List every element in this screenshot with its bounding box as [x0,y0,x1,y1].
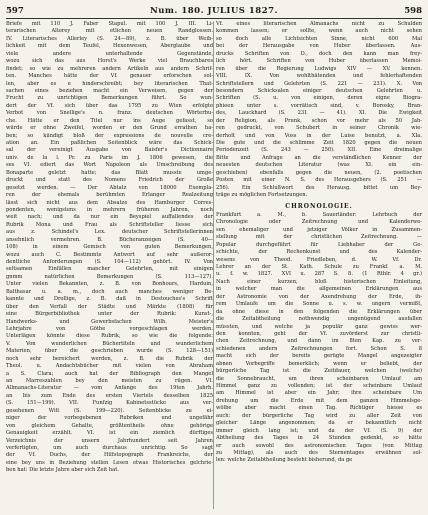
text-line: in welcher man die allgemeinen Erklärungen aus [216,286,422,293]
text-line: VIII. IX. Von wohlthätenden und fehlerhaftenden [216,73,422,80]
text-line: Nach einer kurzen, bloß historischen Einleitung, [216,278,422,285]
text-line: wozu auch C. Bestimmte Antwort auf sehr außeror- [6,251,213,258]
text-line: lich hört. Schriften von Huber überlassen Memoi- [216,58,422,65]
text-line: von gleichem Gehalte, größtentheils ohne gehörige [6,422,213,429]
text-line: Bonaparte geletzt hatte; das Blatt musste umge- [6,169,213,176]
text-line: dentliche Anforderungen (S. 104—112) gehört. IV. Von [6,259,213,265]
text-line: die Sonnebraucht, um ihren scheinbaren Umlauf am [216,375,422,382]
page-header [6,4,422,17]
text-line: wesens von Theod. Friedleben, d. W. Vf. Dr. [216,256,422,263]
text-line: verfertigten, um auch durchaus unrichtig. So sagt [6,444,213,451]
text-line: Popular durchgeführt für Liebhaber der Ge- [216,241,422,248]
text-line: drucks Schriften von D., doch den kann man frey- [216,50,422,57]
text-line: viele andere unterhaltende Gegenstände, [6,50,213,57]
text-line: Materien, über die geschrieben wurde (S. 128—151) [6,348,213,355]
page-number-left: 597 [6,5,24,16]
text-line: kommen lassen; er sollte, wenn auch nicht sehen [216,28,422,35]
column-divider [213,21,214,509]
text-line: er auch sowohl des astronomischen Tages (von Mittag [216,442,422,449]
text-line: besondern Schicksalen einiger deutschen Gelehrten u. [216,87,422,94]
page-number-right: 598 [404,5,422,16]
text-line: pondenten, wenigstens in mehrern früheren Jahren, noch [6,206,213,213]
text-line: bei der Herausgabe von Huber überlassen. Aus- [216,43,422,50]
text-line: stellung mit der christlichen Zeitrechnung. — [216,234,422,241]
text-line: druckt und statt des Nomens Friedrich der Große [6,177,213,184]
text-line: len: welche Zeitabtheilung besteht bisherund, da ge [216,457,353,464]
text-line: dert der Vf. sich über das 1795 zu Wien erfolgte [6,102,213,109]
text-line: Genauigkeit erzählt. VI. ist ein ziemlich dürftiges [6,430,213,437]
text-line: ben; so kündigt bloß der expressions de nouvelle cre- [6,132,213,139]
text-line: lässt sich nicht aus dem Absatze des Hamburger Corres- [6,199,213,206]
text-line: Periodenzeit (S. 243 — 250). XII. Eine dreimalige [216,147,422,154]
text-line: IV. Literarisches Allerley (S. 24—89), z. B. über Weib- [6,35,213,42]
text-line: 108) in einem Gemisch von guten Bemerkungen, [6,244,213,251]
text-line: Verbot von Snellige's n. franz. deutschen Wörterbu- [6,110,213,117]
text-line: gleicher Länge angenommen; da er bekanntlich nicht [216,420,422,427]
text-line: gesetzt werden. — Der Abtatz von 18000 Exempla- [6,184,213,191]
text-line: lichkeit mit dem Teufel, Hexenwesen, Aberglaube und [6,43,213,50]
text-line: Schriften (S. u. von einigen, deren eigne Biogra- [216,95,422,102]
text-line: eine bey uns in Beziehung stellen Lesen etwas Historisches gelchrie- [6,459,213,466]
text-line: findet; so wie zu mehreren andern Artikeln aus andern Schrif- [6,65,213,72]
text-line: Rubrik Mona und Frau als Schriftsteller liesse sich [6,221,213,228]
text-line: noch sehr bereichert werden, z. B. die Rubrik der [6,355,213,362]
text-line: sachen eines beziehen macht ein Verweisen, gegen der [6,87,213,94]
text-line: der Vf. Duchs, der Hilfstopograph Frankreichs, der [6,452,213,459]
text-line: wölbe aber macht einen Tag. Richtiger hiesse es [216,405,422,412]
text-line: Frankfurt a. M., b. Sauerländer: Lehrbuch der [216,211,422,218]
text-line: den konnten, geht der Vf. zuvörderst zur christli- [216,330,422,337]
text-line: da ohne diese in den folgenden die Erklärungen über [216,308,422,315]
text-line: schichte, der Rechenkunst und des Kalender- [216,249,422,256]
text-line: kannte und Drollige, z. B. daß in Destouches's Schrift [6,296,213,303]
text-line: Theol. u. Andachtsbücher mit vielen von Abraham [6,363,213,370]
text-line: Himmel ganz zu vollenden; ist der scheinbare Umlauf [216,383,422,389]
text-line: gnmm natürlichen Bemerkungen (S. 113—127). [6,273,213,280]
text-line: derholt und von Voss in der Luise benutzt, a. XIa. [216,132,422,139]
text-line: ation an. Ein paßlichen Seitenblick wäre das Schick- [6,140,213,146]
text-line: Schriftstellern und Gelehrten (S. 221 — 231). X. Von [216,80,422,87]
text-line: der Religion, als Prunk, schon vor mehr als 50 Jah- [216,117,422,124]
text-line: u. f. w. 1827. XVI u. 287 S. 8. (1 Rthlr. 4 gr.) [216,271,422,278]
text-line: Posten mit einer N. S. des Herausgebers (S. 251 — [216,177,422,184]
text-line: Die gute und die schlimme Zeit 1820 gegen die neuen [216,140,422,146]
text-line: gesehenen Wilt (S. 199—220). Seitenblicke zu ei- [6,407,213,414]
text-line: der Astronomie von der Axendrehung der Erde, ih- [216,293,422,300]
text-line: die Zeitabtheilung nothwendig ungenügend ausfallen [216,316,422,323]
text-line: sal der vereinigt Ausgabe von Baisfer's Dictionnaire [6,147,213,154]
text-line: würde er ohne Zweifel, worden er den Grund errathen ha- [6,125,213,132]
text-line: des, Lauckhard (S. 231 — 41). XI. Die Ewigkeit [216,110,422,117]
text-line: Allmanachs-Literatur — vom Anfange des 19ten Jahrh. [6,385,213,392]
text-line: ben hat: Die letzte Jahre aber sich Zeit hat. [6,467,119,474]
text-line: so doch alle Lichtsichten Sinne, nicht 600 Mal [216,35,422,42]
text-line: Chronologie oder Zeitrechnung und Kalenderwe- [216,219,422,226]
text-line: ansehnlich vermehren. B. Bücheranzeigen (S. 40— [6,236,213,243]
text-line: Balthasar u. a. m., doch auch manches weniger Be- [6,288,213,295]
text-line: geschieben) ebenfalls gegen die neuen, (2. poetischen [216,169,422,176]
text-line: terarischen Alterey mit etlichen neuen Randglossen. [6,28,213,35]
text-line: Abtheilung des Tages in 24 Stunden gedenkt, so hätte [216,435,422,442]
text-line: phieen unter s. vorrätisch sind, v. Borosky, Bran- [216,102,422,109]
text-line: Handwerks- und Gewerbsfachen Wilh. Meister's [6,318,213,325]
text-line: an Marreszahlen bey den meisten zu rügen. VI. [6,378,213,384]
section-heading: CHRONOLOGIE. [285,202,353,210]
text-line: weit nach; und da nur ein Beyspiel auffallendes der [6,214,213,221]
text-line: ren über die Regierung Ludwigs XIV — XV. kennen. [216,65,422,72]
text-line: niger der vorbegebenen Rubriken und ungefähr [6,415,213,422]
text-line: che. Hätte er den Titel nur ins Auge gefasst, so [6,117,213,124]
text-line: ten. Manches hätte der Vf. genauer erforschen sol- [6,73,213,80]
text-line: Lehrjahre von Göthe vorgeschlagen werden. [6,325,213,332]
text-line: müssten, und welche ja populär ganz gewiss wer- [216,323,422,330]
issue-title: Num. 180. JULIUS 1827. [149,5,279,16]
left-column [6,21,213,511]
text-line: sen ehemaliger und jetziger Völker in Zusammen- [216,226,422,233]
text-line: Lehrer an der St. Kath. Schule zu Frankf. a. M. [216,264,422,270]
text-line: eine Bürgerbibliothek unter der Rubrik: Kunst-, [6,311,213,318]
text-line: 256). Ein Schlußwort des Herausg. bittet um Bey- [216,184,422,191]
text-line: Unter vielen Bekannten, z. B. von Bonhours, Harduin, [6,281,213,288]
text-line: schiedenen andern Zeitrechnungen fort. Schon S. 8 [216,345,422,352]
text-line: macht sich der bereits gerügte Mangel angezeigter [216,353,422,360]
text-line: ren der ehemals berühmten Erlanger Realzeitung [6,192,213,199]
text-line: träge zu möglichen Fortsetzungen. [216,192,308,199]
text-line: ren gedruckt, von Schubert in seiner Chronik wie- [216,125,422,132]
text-line: wozu sich das aus Horst's Werke viel Brauchbares [6,58,213,65]
text-line: abnen Vorbegriffe bemerklich; wenn er beliebt, der [216,360,422,367]
text-line: len, aber es e hinderschreibt; bey literarischen That- [6,80,213,87]
text-line: neuesten deutschen Literatur (was XI. ein ein- [216,162,422,169]
text-line: rem Umlaufe um die Sonne u. s. w. ungern vermißt, [216,301,422,308]
text-line: Bitte und Anfrage an die verständlichen Kenner der [216,154,422,161]
text-line: auch: der bürgerliche Tag wird zu aller Zeit von [216,412,422,419]
text-line: drehung um die Erde mit dem ganzen Himmelsge- [216,397,422,404]
text-line: Verzeichnis der unsern Jahrhundert seit Jahren [6,437,213,444]
text-line: über den Verfall der Städte und Märkte (1808) für [6,303,213,310]
text-line: chen Zeitrechnung, und dann im 8ten Kap. zu ver- [216,338,422,345]
text-line: an bis zum Ende des ersten Viertels desselben 1825 [6,392,213,399]
text-line: (S. 151—199). VII. Funfzig Kabinetsstücke aus ver- [6,400,213,407]
text-line: univ. de la l. Pr. zu Paris im J. 1806 gewesen, die [6,154,213,161]
text-line: Vf. eines literarischen Almanachs nicht zu Schulden [216,21,422,27]
right-column [216,21,422,511]
header-rule [6,18,422,19]
text-line: aus z. Schindel's Lex. deutscher Schriftstellerinnen [6,229,213,236]
text-line: zu Mittag), als auch des Sternentages erwähnen sol- [216,449,422,456]
text-line: Frucht zu unrichtigen Bemerkungen führt. So wun- [6,95,213,102]
text-line: Unterlägen könnte diese Rubrik, so wie die folgende: [6,333,213,340]
text-line: seltsamen Einfällen mancher Gelehrten, mit einigen [6,266,213,273]
text-line: immer gleich lang ist; und da der Vf. (S. 9) der [216,427,422,434]
text-line: a S. Clara; auch hat der Bibliograph den Mangel [6,370,213,377]
text-line: ses VI. ediert das Wort Napoleon als Umschreibung des [6,162,213,169]
text-line: Briefe mit 110 J. Faber Stapul. mit 100 J. III. Li- [6,21,213,27]
text-line: V. Von wunderlichen Büchertiteln und wunderlichem [6,340,213,347]
text-line: bürgerliche Tag ist die Zeitdauer, welchen (welche) [216,368,422,375]
text-line: am Himmel ist aber ein Jahr; ihre scheinbare Um [216,390,422,397]
